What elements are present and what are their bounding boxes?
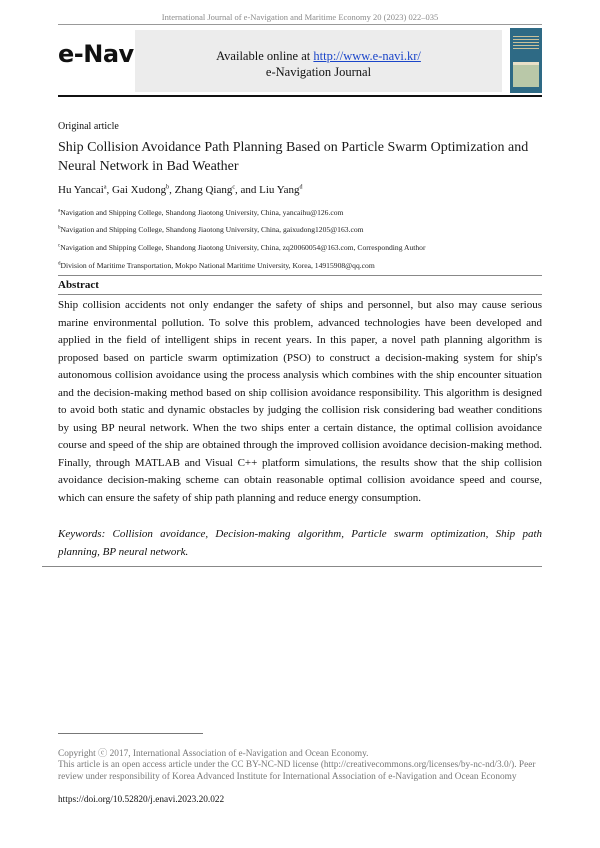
author-sup: c (232, 184, 235, 191)
affiliation-d (58, 261, 375, 270)
affiliation-text: Navigation and Shipping College, Shandong Jiaotong University, China, yancaihu@126.com (60, 208, 344, 217)
license-notice: This article is an open access article under the CC BY-NC-ND license (http://creativecommons.org/licenses/by-nc-nd/3.0/). Peer review under responsibility of Korea Advanced Institute for International Association of e-Navigation and Ocean Economy (58, 760, 536, 782)
author-list: Hu Yancai$^a$, Gai Xudong$^b$, Zhang Qiang$^c$, and Liu Yang$^d$ (58, 184, 303, 196)
running-header: International Journal of e-Navigation and Maritime Economy 20 (2023) 022–035 (161, 12, 439, 22)
affiliation-c (58, 243, 426, 252)
author-sup: a (103, 184, 107, 191)
availability-banner (135, 30, 502, 92)
author-name: Gai Xudong (112, 184, 167, 196)
article-type: Original article (58, 121, 119, 132)
cover-image (513, 65, 539, 87)
footnote-rule (58, 733, 203, 734)
author-name: Liu Yang (259, 184, 300, 196)
keywords-rule (42, 566, 542, 567)
masthead-rule (58, 95, 542, 97)
affiliation-b (58, 225, 364, 234)
affiliation-sup: d (58, 261, 61, 267)
affiliation-sup: a (58, 208, 61, 214)
affiliation-text: Division of Maritime Transportation, Mokpo National Maritime University, Korea, 14915908@qq.com (60, 261, 375, 270)
available-online-line (135, 49, 502, 64)
copyright-notice: Copyright ⓒ 2017, International Association of e-Navigation and Ocean Economy. (58, 749, 369, 759)
doi-link[interactable]: https://doi.org/10.52820/j.enavi.2023.20.022 (58, 795, 225, 805)
affiliation-sup: b (58, 225, 61, 231)
article-title: Ship Collision Avoidance Path Planning Based on Particle Swarm Optimization and Neural Network in Bad Weather (58, 140, 529, 174)
available-prefix: Available online at (216, 49, 314, 63)
abstract-heading-rule (58, 294, 542, 295)
header-rule (58, 24, 542, 25)
e-navi-logo (58, 40, 138, 68)
author-name: Hu Yancai (58, 184, 104, 196)
affiliation-text: Navigation and Shipping College, Shandong Jiaotong University, China, gaixudong1205@163.com (60, 225, 364, 234)
affiliation-text: Navigation and Shipping College, Shandong Jiaotong University, China, zq20060054@163.com, Corresponding Author (60, 243, 426, 252)
journal-name: e-Navigation Journal (265, 65, 372, 79)
author-sup: b (166, 184, 170, 191)
journal-url-link[interactable]: http://www.e-navi.kr/ (313, 49, 421, 63)
author-name: Zhang Qiang (174, 184, 233, 196)
affiliation-sup: c (58, 243, 61, 249)
cover-title-lines (513, 36, 539, 50)
journal-cover-thumbnail (510, 28, 542, 93)
abstract-body: Ship collision accidents not only endanger the safety of ships and personnel, but also may cause serious marine environmental pollution. To solve this problem, advanced technologies have been developed and applied in the field of intelligent ships in recent years. In this paper, a novel path planning algorithm is proposed based on particle swarm optimization (PSO) to construct a decision-making system for ship's autonomous collision avoidance using the process analysis which combines with the ship encounter situation and the decision-making method based on ship collision avoidance responsibility. This algorithm is designed to avoid both static and dynamic obstacles by judging the collision risk considering bad weather conditions by using BP neural network. When the two ships enter a certain distance, the optimal collision avoidance course and speed of the ship are obtained through the improved collision avoidance decision-making method. Finally, through MATLAB and Visual C++ platform simulations, the results show that the ship collision avoidance decision-making scheme can obtain reasonable optimal collision avoidance speed and course, which can ensure the safety of ship path planning and reduce energy consumption. (58, 299, 542, 504)
keywords: Keywords: Collision avoidance, Decision-making algorithm, Particle swarm optimization, Ship path planning, BP neural network. (58, 528, 542, 558)
affiliation-a (58, 208, 343, 217)
abstract-heading: Abstract (58, 279, 99, 291)
author-sup: d (299, 184, 303, 191)
logo-text: e-Nav (58, 40, 134, 68)
abstract-top-rule (58, 275, 542, 276)
